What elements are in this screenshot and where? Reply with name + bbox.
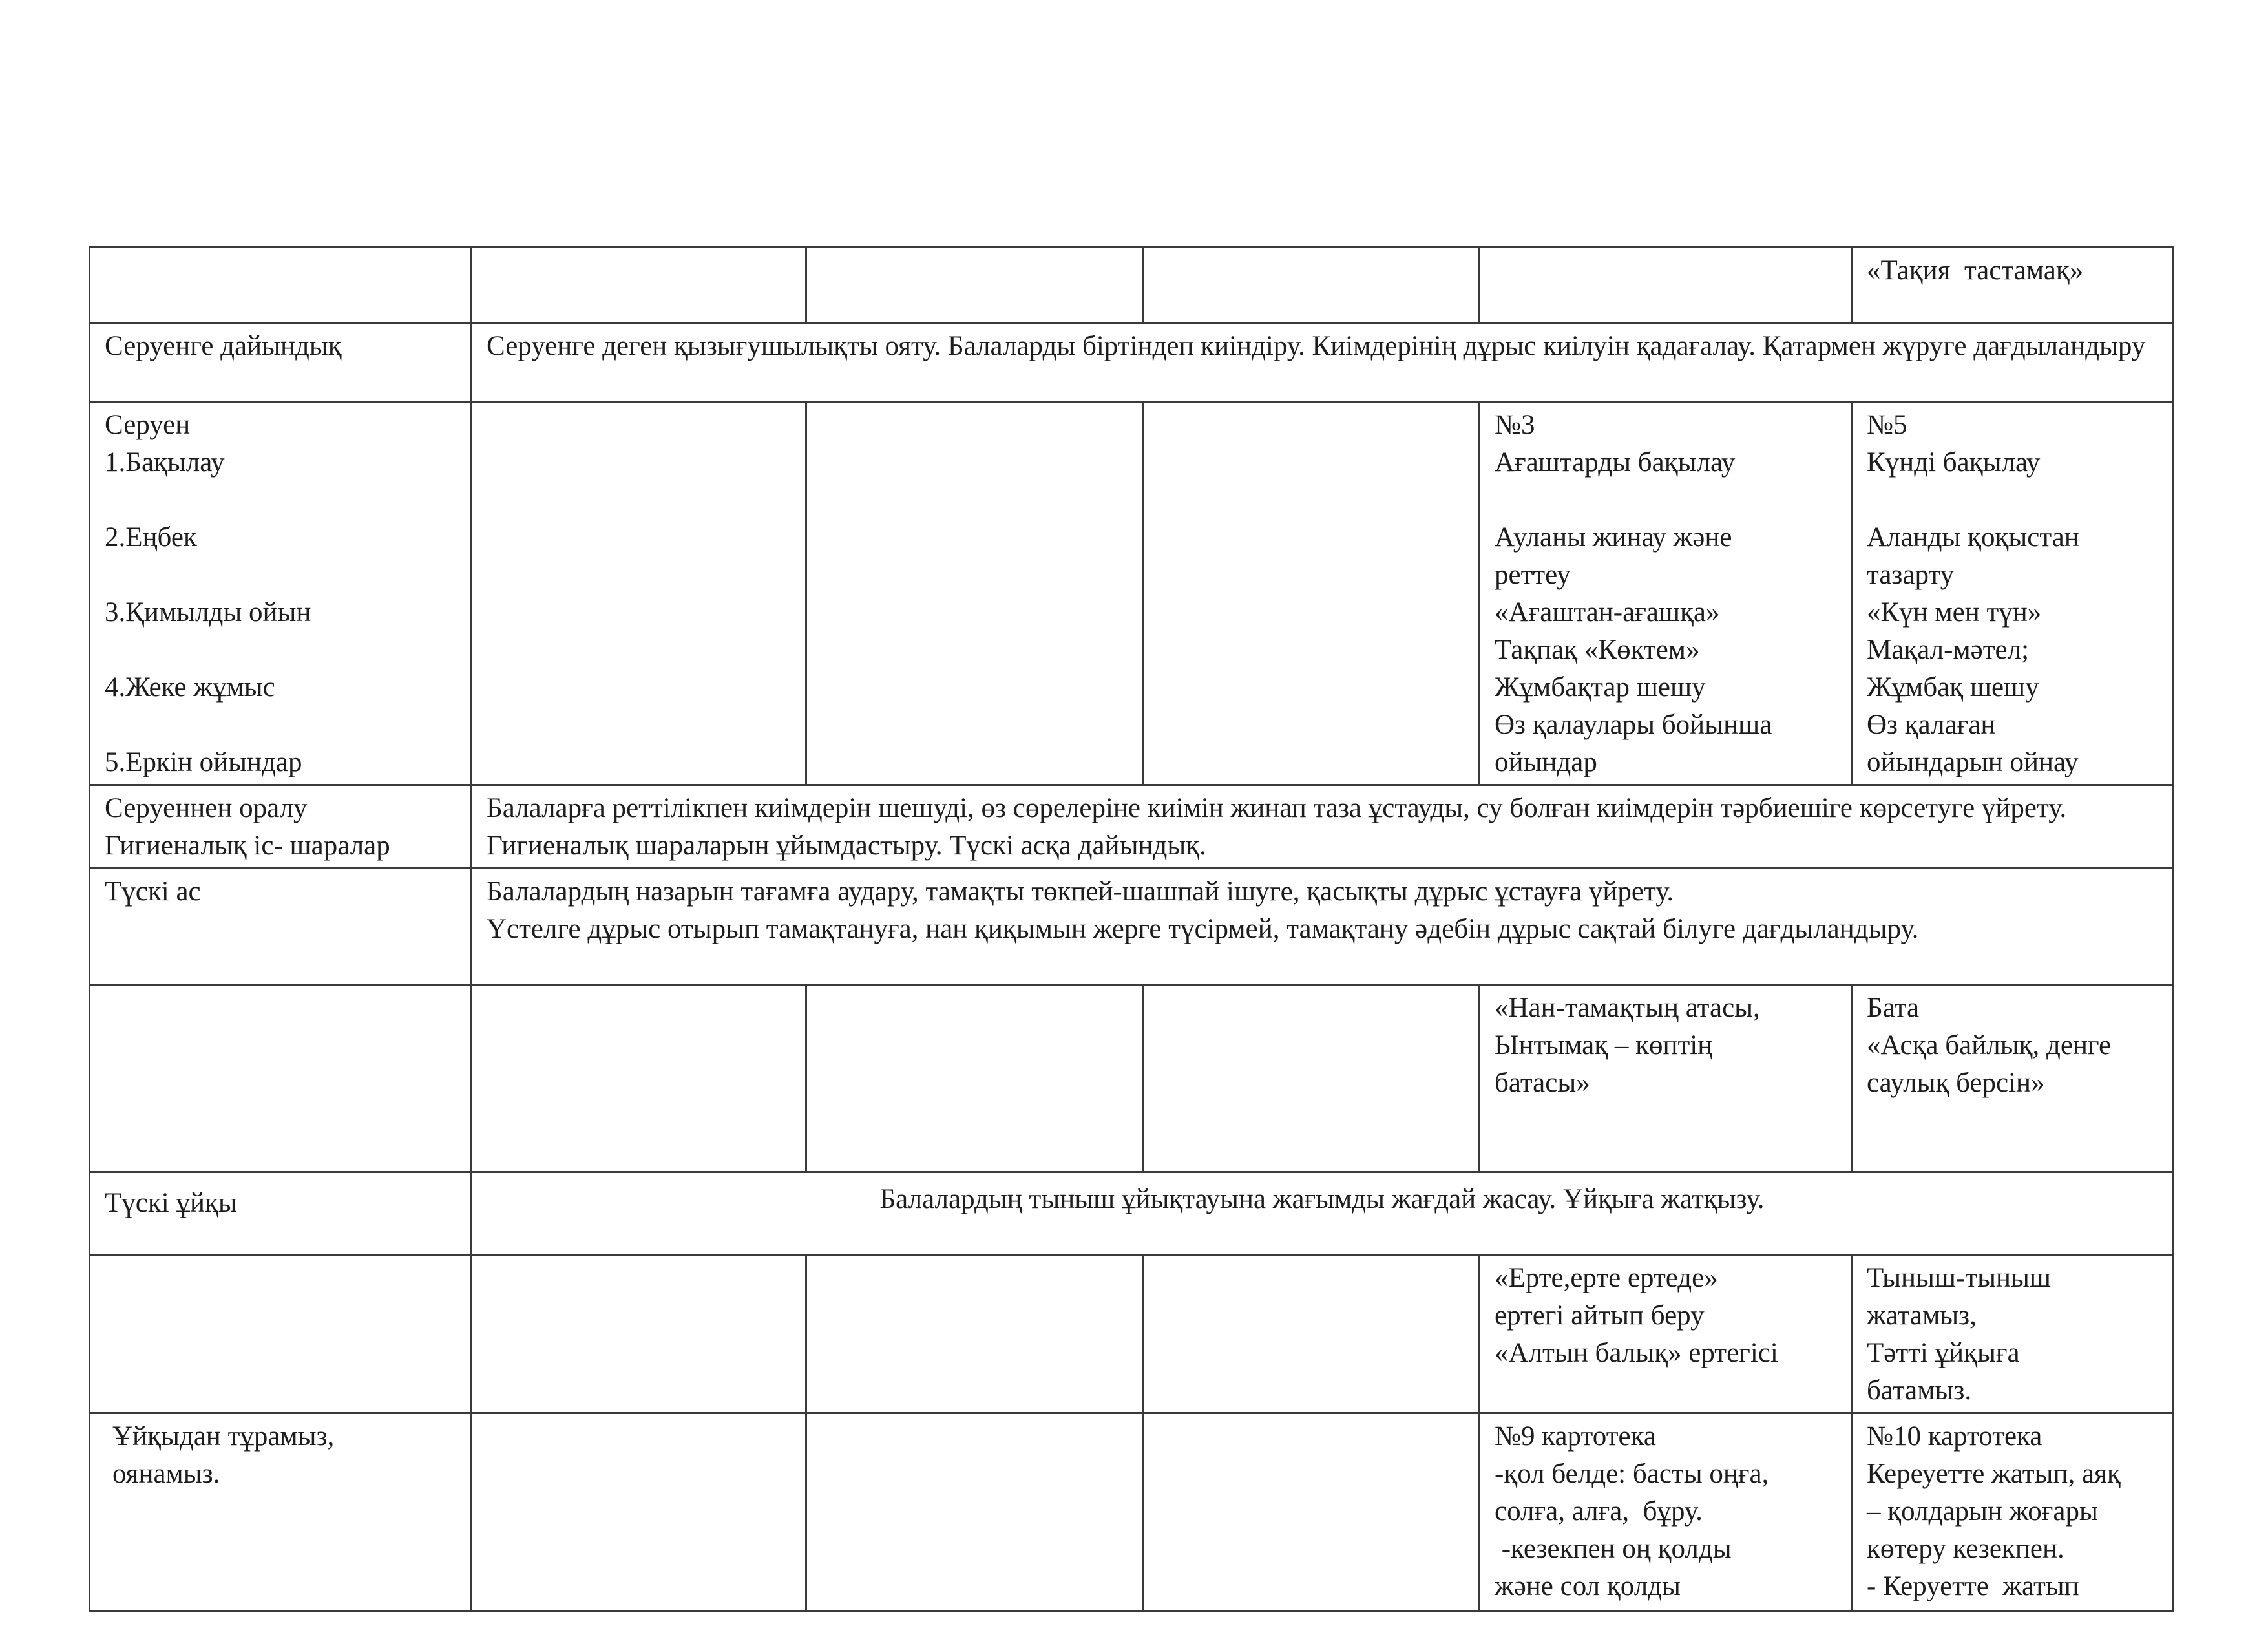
table-cell [472, 248, 806, 323]
cell-line: Өз қалаулары бойынша [1495, 710, 1772, 740]
table-cell [472, 402, 806, 785]
table-row [90, 985, 2173, 1172]
table-cell [1480, 1255, 1852, 1413]
cell-line: «Асқа байлық, денге [1867, 1030, 2112, 1061]
row-label-text: Серуен [105, 410, 191, 440]
cell-line: – қолдарын жоғары [1867, 1496, 2098, 1527]
span-cell [472, 323, 2173, 402]
span-cell [472, 1172, 2173, 1255]
cell-line: Мақал-мәтел; [1867, 635, 2030, 665]
table-row [90, 869, 2173, 985]
cell-line: Жұмбақтар шешу [1495, 672, 1706, 703]
cell-line: Ағаштарды бақылау [1495, 447, 1736, 478]
cell-line: солға, алға, бұру. [1495, 1496, 1703, 1527]
row-label-text: оянамыз. [112, 1459, 220, 1489]
list-item: 5.Еркін ойындар [105, 747, 302, 777]
cell-line: №3 [1495, 410, 1535, 440]
cell-line: - Керуетте жатып [1867, 1571, 2079, 1601]
row-label-text: Түскі ас [105, 876, 201, 907]
cell-line: №10 картотека [1867, 1421, 2042, 1452]
row-label-text: Серуенге дайындық [105, 331, 342, 361]
span-cell-text: Балалардың тыныш ұйықтауына жағымды жағдай жасау. Ұйқыға жатқызу. [879, 1184, 1765, 1214]
span-cell [472, 785, 2173, 869]
table-cell [806, 985, 1143, 1172]
cell-line: «Күн мен түн» [1867, 597, 2042, 628]
table-cell [1143, 402, 1480, 785]
cell-line: батасы» [1495, 1068, 1590, 1098]
row-label [90, 1413, 472, 1611]
span-cell-text: Балаларға реттілікпен киімдерін шешуді, өз сөрелеріне киімін жинап таза ұстауды, су болған киімдерін тәрбиешіге көрсетуге үйрету. Гигиеналық шараларын ұйымдастыру. Түскі асқа дайындық. [487, 793, 2067, 861]
cell-line: ойындар [1495, 747, 1597, 777]
cell-line: ертегі айтып беру [1495, 1300, 1705, 1331]
cell-line: Аланды қоқыстан [1867, 522, 2079, 553]
row-label [90, 785, 472, 869]
table-cell [90, 248, 472, 323]
table-cell [1852, 985, 2173, 1172]
table-cell [90, 985, 472, 1172]
table-row [90, 785, 2173, 869]
cell-line: ойындарын ойнау [1867, 747, 2079, 777]
span-cell-text: Серуенге деген қызығушылықты ояту. Балаларды біртіндеп киіндіру. Киімдерінің дұрыс киілуін қадағалау. Қатармен жүруге дағдыландыру [487, 331, 2146, 361]
cell-line: жатамыз, [1867, 1300, 1977, 1331]
table-cell [1143, 985, 1480, 1172]
cell-line: №9 картотека [1495, 1421, 1656, 1452]
cell-line: Тәтті ұйқыға [1867, 1338, 2020, 1368]
row-label-text: Түскі ұйқы [105, 1188, 237, 1218]
cell-line: Күнді бақылау [1867, 447, 2041, 478]
row-label [90, 323, 472, 402]
cell-line: -кезекпен оң қолды [1495, 1534, 1732, 1564]
list-item: 4.Жеке жұмыс [105, 672, 275, 703]
row-label [90, 402, 472, 785]
table-cell [806, 1413, 1143, 1611]
list-item: 3.Қимылды ойын [105, 597, 311, 628]
table-cell [472, 1413, 806, 1611]
table-cell [90, 1255, 472, 1413]
span-cell-text: Балалардың назарын тағамға аудару, тамақты төкпей-шашпай ішуге, қасықты дұрыс ұстауға үйрету. [487, 876, 1674, 907]
row-label-text: Ұйқыдан тұрамыз, [112, 1421, 335, 1452]
span-cell-text: Үстелге дұрыс отырып тамақтануға, нан қиқымын жерге түсірмей, тамақтану әдебін дұрыс сақтай білуге дағдыландыру. [487, 914, 1919, 944]
daily-plan-table [89, 246, 2174, 1612]
table-row [90, 1255, 2173, 1413]
list-item: 2.Еңбек [105, 522, 197, 553]
table-cell [1852, 1413, 2173, 1611]
cell-line: Жұмбақ шешу [1867, 672, 2039, 703]
row-label [90, 869, 472, 985]
cell-line: «Ағаштан-ағашқа» [1495, 597, 1720, 628]
table-cell [1143, 248, 1480, 323]
table-cell [1852, 248, 2173, 323]
cell-line: Тыныш-тыныш [1867, 1263, 2052, 1293]
cell-line: «Нан-тамақтың атасы, [1495, 993, 1760, 1023]
cell-line: Тақпақ «Көктем» [1495, 635, 1700, 665]
cell-line: «Ерте,ерте ертеде» [1495, 1263, 1718, 1293]
table-row [90, 402, 2173, 785]
row-label [90, 1172, 472, 1255]
table-cell [1480, 985, 1852, 1172]
cell-line: №5 [1867, 410, 1907, 440]
cell-line: Бата [1867, 993, 1920, 1023]
table-cell [806, 402, 1143, 785]
table-cell [1852, 402, 2173, 785]
cell-text: «Тақия тастамақ» [1867, 255, 2084, 286]
table-cell [1852, 1255, 2173, 1413]
table-cell [472, 1255, 806, 1413]
cell-line: батамыз. [1867, 1375, 1972, 1406]
cell-line: Өз қалаған [1867, 710, 1996, 740]
table-cell [1480, 402, 1852, 785]
table-cell [1480, 248, 1852, 323]
table-row [90, 1413, 2173, 1611]
cell-line: Ауланы жинау және [1495, 522, 1732, 553]
table-cell [806, 1255, 1143, 1413]
cell-line: және сол қолды [1495, 1571, 1681, 1601]
table-row [90, 1172, 2173, 1255]
cell-line: «Алтын балық» ертегісі [1495, 1338, 1778, 1368]
cell-line: Кереуетте жатып, аяқ [1867, 1459, 2121, 1489]
list-item: 1.Бақылау [105, 447, 225, 478]
cell-line: Ынтымақ – көптің [1495, 1030, 1713, 1061]
table-row [90, 323, 2173, 402]
cell-line: реттеу [1495, 560, 1571, 590]
cell-line: көтеру кезекпен. [1867, 1534, 2064, 1564]
span-cell [472, 869, 2173, 985]
table-cell [1143, 1255, 1480, 1413]
cell-line: саулық берсін» [1867, 1068, 2045, 1098]
table-row [90, 248, 2173, 323]
table-cell [1143, 1413, 1480, 1611]
row-label-text: Гигиеналық іс- шаралар [105, 830, 390, 861]
table-cell [1480, 1413, 1852, 1611]
cell-line: тазарту [1867, 560, 1955, 590]
row-label-text: Серуеннен оралу [105, 793, 308, 823]
table-cell [472, 985, 806, 1172]
table-cell [806, 248, 1143, 323]
cell-line: -қол белде: басты оңға, [1495, 1459, 1769, 1489]
